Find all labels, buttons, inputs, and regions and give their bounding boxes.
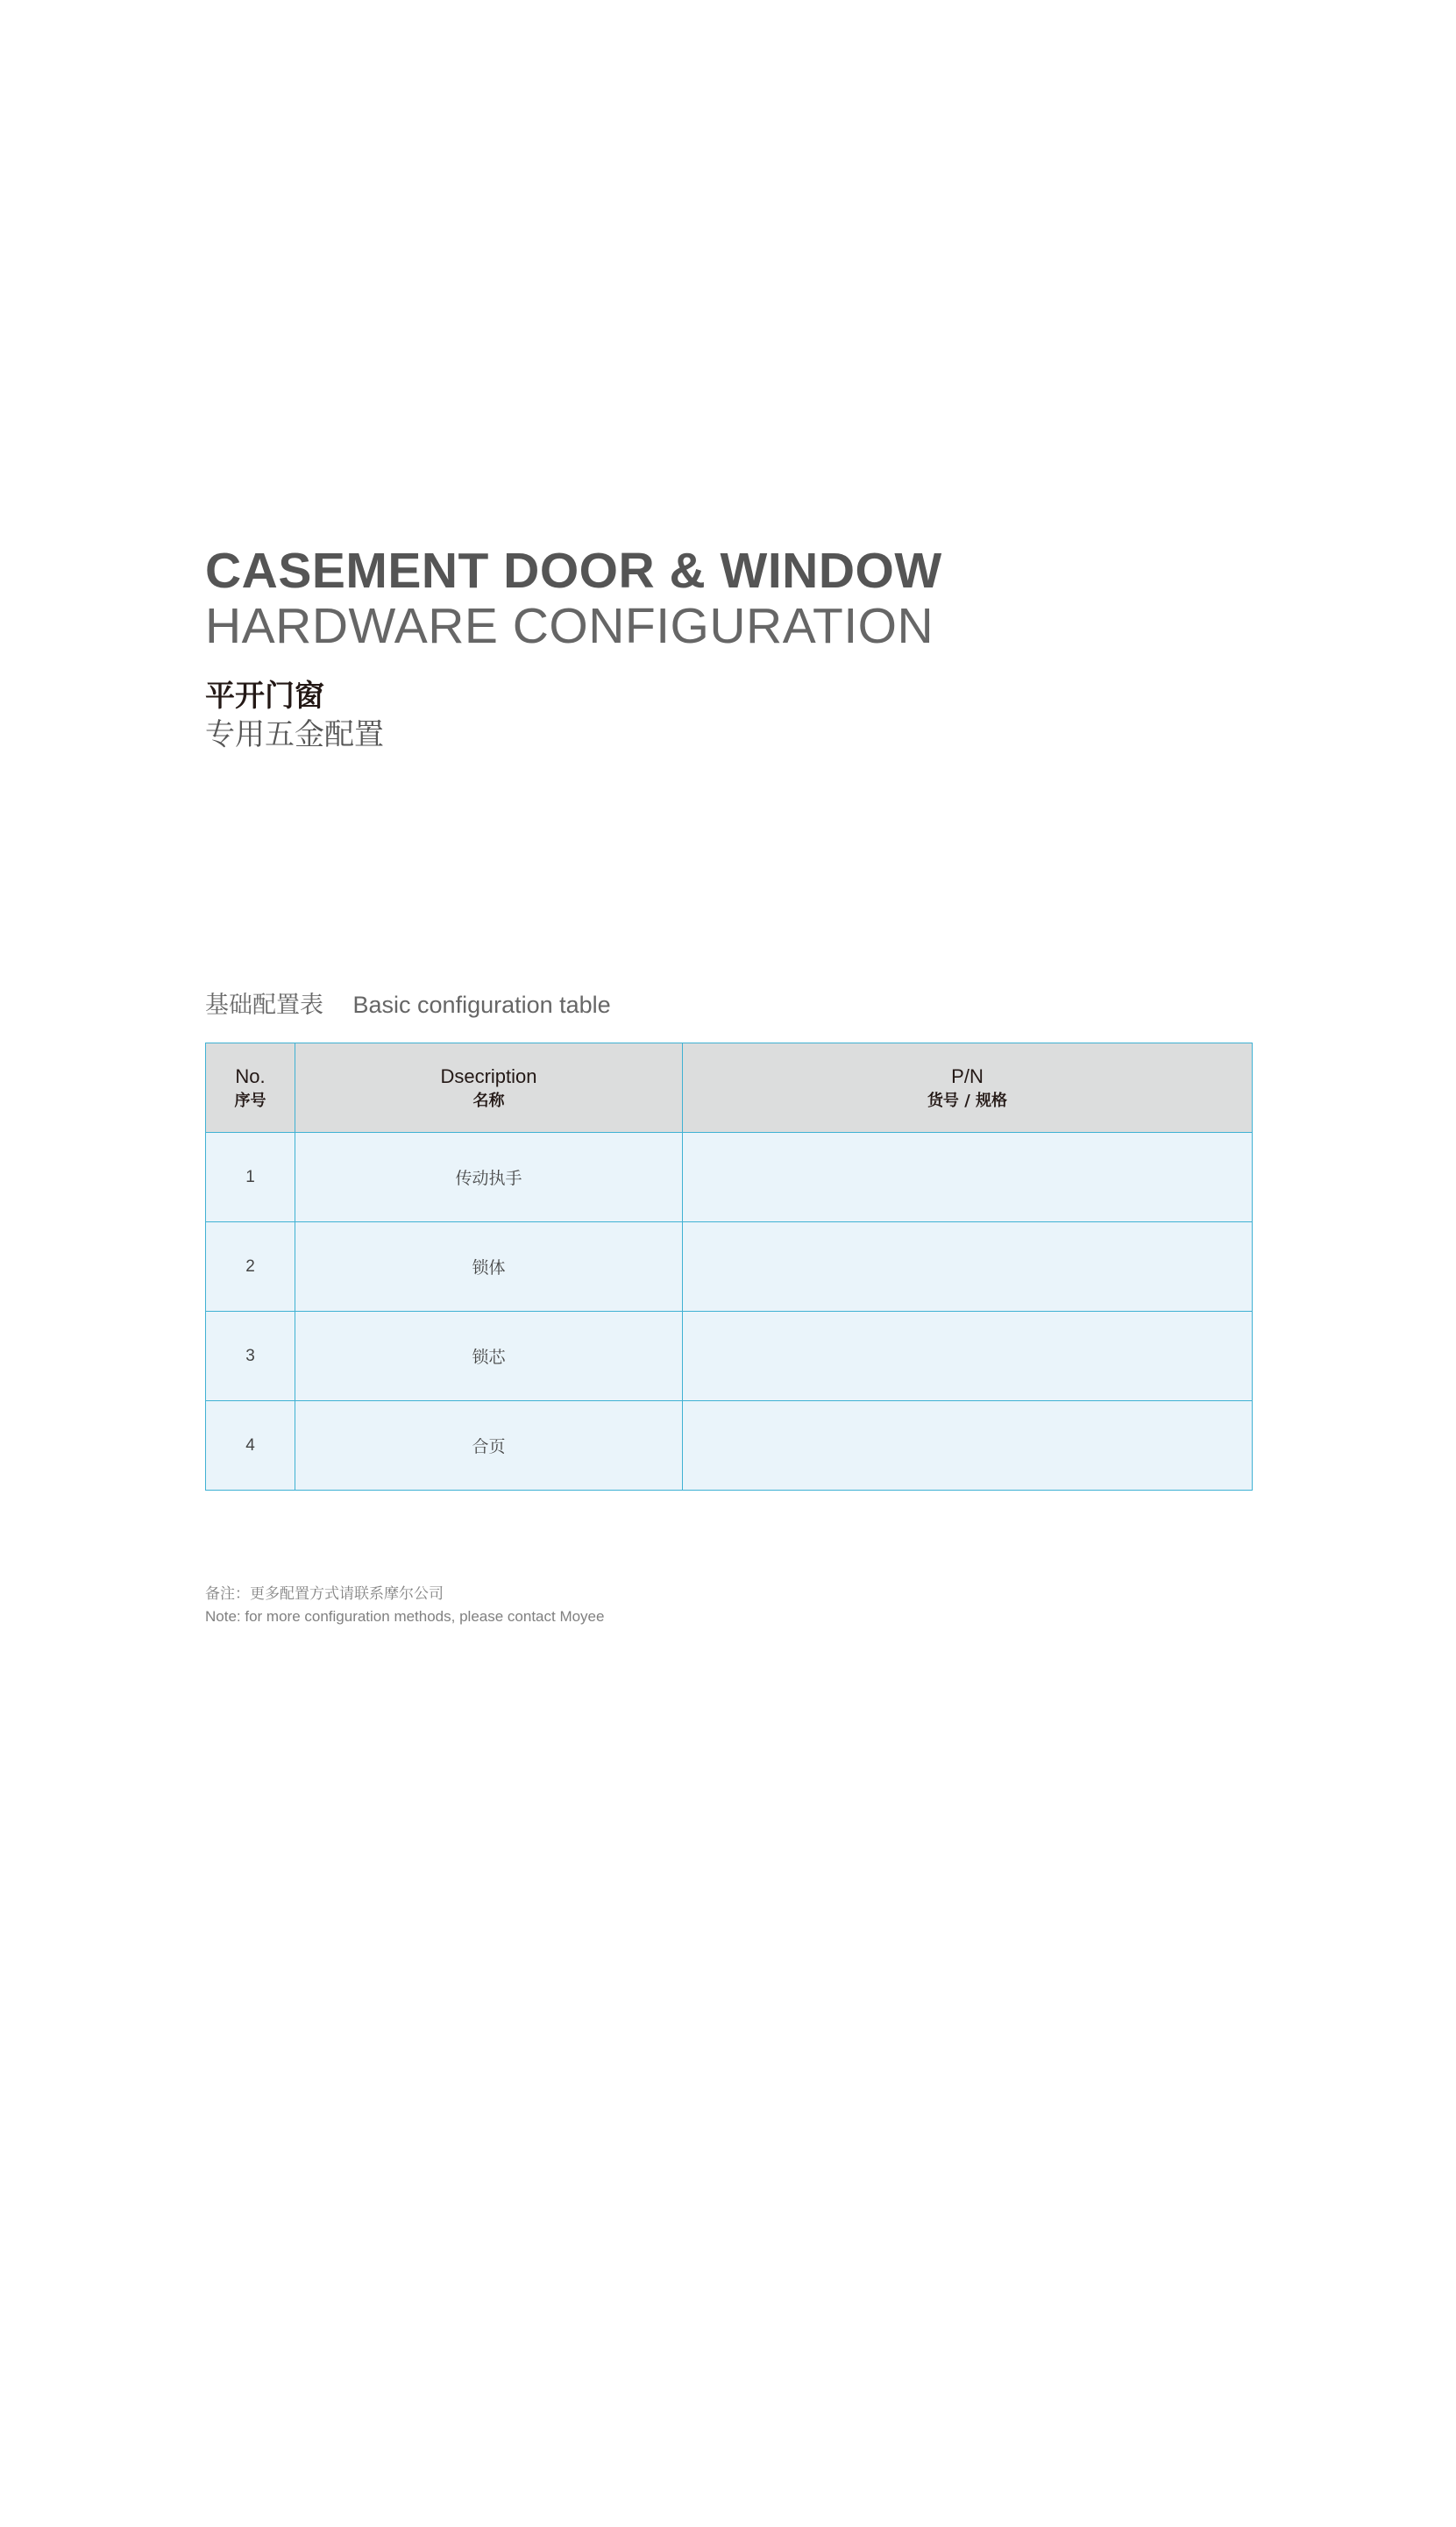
row-no-cell: 1 — [206, 1133, 295, 1222]
table-row — [206, 1133, 1253, 1222]
row-no-cell: 3 — [206, 1312, 295, 1401]
page-title: CASEMENT DOOR & WINDOW — [205, 543, 942, 599]
table-caption-cn: 基础配置表 — [205, 992, 323, 1019]
header-no-cn: 序号 — [234, 1091, 266, 1110]
row-pn-cell — [683, 1401, 1253, 1491]
chinese-title-block — [205, 677, 384, 754]
header-pn-cn: 货号 / 规格 — [927, 1091, 1008, 1110]
row-name-cell: 锁体 — [295, 1222, 683, 1312]
table-caption — [205, 986, 611, 1020]
row-name-cell: 锁芯 — [295, 1312, 683, 1401]
table-row — [206, 1401, 1253, 1491]
chinese-subtitle: 专用五金配置 — [205, 717, 384, 752]
row-name-cell: 合页 — [295, 1401, 683, 1491]
footnote — [205, 1583, 604, 1628]
header-pn — [683, 1043, 1253, 1133]
row-name-cell: 传动执手 — [295, 1133, 683, 1222]
header-description-cn: 名称 — [472, 1091, 505, 1110]
footnote-en: Note: for more configuration methods, please contact Moyee — [205, 1608, 605, 1625]
row-no-cell: 2 — [206, 1222, 295, 1312]
row-pn-cell — [683, 1312, 1253, 1401]
chinese-title: 平开门窗 — [205, 679, 324, 714]
table-header-row — [206, 1043, 1253, 1133]
header-description-en: Dsecription — [440, 1064, 537, 1087]
table-caption-en: Basic configuration table — [352, 992, 611, 1018]
header-no — [206, 1043, 295, 1133]
row-pn-cell — [683, 1133, 1253, 1222]
header-pn-en: P/N — [951, 1064, 984, 1087]
title-block — [205, 542, 942, 652]
table-row — [206, 1312, 1253, 1401]
row-no-cell: 4 — [206, 1401, 295, 1491]
configuration-table — [205, 1043, 1253, 1491]
page-subtitle: HARDWARE CONFIGURATION — [205, 598, 934, 654]
row-pn-cell — [683, 1222, 1253, 1312]
header-description — [295, 1043, 683, 1133]
header-no-en: No. — [235, 1064, 266, 1087]
table-row — [206, 1222, 1253, 1312]
footnote-cn: 备注：更多配置方式请联系摩尔公司 — [205, 1585, 444, 1603]
